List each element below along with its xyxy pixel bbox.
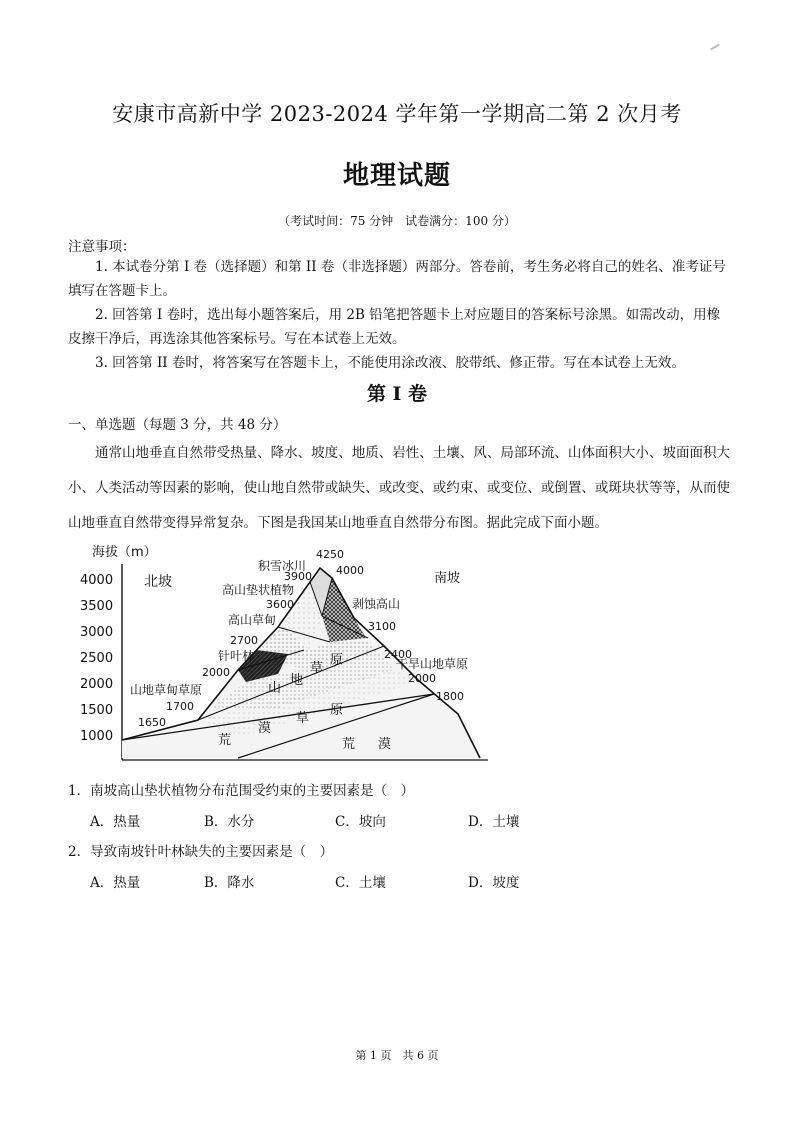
conifer-label: 针叶林 [218, 649, 255, 663]
subject-title: 地理试题 [342, 161, 451, 191]
y-tick-2000: 2000 [80, 677, 114, 692]
question-2-option-b: B．降水 [204, 875, 255, 891]
desert-steppe-char-1: 荒 [218, 733, 232, 748]
question-2-stem: 2．导致南坡针叶林缺失的主要因素是（ ） [68, 844, 334, 860]
notice-item-2: 2. 回答第 I 卷时，选出每小题答案后，用 2B 铅笔把答题卡上对应题目的答案标号涂黑。如需改动，用橡皮擦干净后，再选涂其他答案标号。写在本试卷上无效。 [68, 307, 721, 347]
elev-s-dry: 2400 [384, 648, 412, 661]
vertical-zonation-diagram [78, 542, 498, 768]
elev-s-desert: 1800 [436, 690, 464, 703]
cushion-label: 高山垫状植物 [222, 583, 295, 597]
y-tick-4000: 4000 [80, 573, 114, 588]
mountain-char-2: 地 [290, 673, 304, 688]
elev-n-meadow: 2700 [230, 634, 258, 647]
notice-item-3: 3. 回答第 II 卷时，将答案写在答题卡上，不能使用涂改液、胶带纸、修正带。写在本试卷上无效。 [95, 355, 685, 371]
question-2-option-d: D．坡度 [468, 875, 520, 891]
y-tick-1500: 1500 [80, 703, 114, 718]
y-tick-3000: 3000 [80, 625, 114, 640]
snow-label: 积雪冰川 [258, 559, 307, 573]
elev-n-snow: 3900 [284, 570, 312, 583]
question-1-stem: 1．南坡高山垫状植物分布范围受约束的主要因素是（ ） [68, 783, 415, 799]
scan-mark [710, 44, 720, 51]
eroded-label: 剥蚀高山 [352, 597, 401, 611]
notice-heading: 注意事项： [68, 239, 136, 255]
question-2-option-a: A．热量 [90, 875, 141, 891]
north-slope-label: 北坡 [144, 574, 172, 590]
elev-n-steppe: 1700 [166, 700, 194, 713]
page-footer: 第 1 页 共 6 页 [355, 1049, 439, 1062]
question-1-option-d: D．土壤 [468, 814, 520, 830]
question-1-option-a: A．热量 [90, 814, 141, 830]
dry-steppe-label: 干旱山地草原 [396, 657, 469, 671]
grassland-char-2: 原 [330, 653, 344, 668]
elev-n-conifer: 2000 [202, 666, 230, 679]
south-slope-label: 南坡 [434, 571, 461, 586]
elev-s-dry-low: 2000 [408, 672, 436, 685]
notice-item-1: 1. 本试卷分第 I 卷（选择题）和第 II 卷（非选择题）两部分。答卷前，考生务必将自己的姓名、准考证号填写在答题卡上。 [68, 259, 726, 299]
mountain-meadow-steppe-label: 山地草甸草原 [130, 683, 203, 697]
desert-char-1: 荒 [342, 737, 356, 752]
y-tick-3500: 3500 [80, 599, 114, 614]
part-title: 第 I 卷 [366, 383, 428, 405]
desert-steppe-char-4: 原 [330, 703, 344, 718]
desert-char-2: 漠 [378, 737, 392, 752]
mountain-char-1: 山 [268, 681, 282, 696]
passage: 通常山地垂直自然带受热量、降水、坡度、地质、岩性、土壤、风、局部环流、山体面积大小、坡面面积大小、人类活动等因素的影响，使山地自然带或缺失、或改变、或约束、或变位、或倒置、或斑块状等等，从而使山地垂直自然带变得异常复杂。下图是我国某山地垂直自然带分布图。据此完成下面小题。 [68, 445, 730, 531]
school-title: 安康市高新中学 2023-2024 学年第一学期高二第 2 次月考 [112, 102, 682, 126]
grassland-char-1: 草 [310, 661, 324, 676]
y-tick-1000: 1000 [80, 729, 114, 744]
elev-n-base: 1650 [138, 716, 166, 729]
elev-s-eroded: 3100 [368, 620, 396, 633]
y-tick-2500: 2500 [80, 651, 114, 666]
elev-s-snow: 4000 [336, 564, 364, 577]
alpine-meadow-label: 高山草甸 [228, 613, 277, 627]
desert-steppe-char-2: 漠 [258, 721, 272, 736]
elev-n-cushion: 3600 [266, 598, 294, 611]
exam-info: （考试时间：75 分钟 试卷满分：100 分） [278, 214, 516, 228]
question-2-option-c: C．土壤 [335, 875, 386, 891]
elev-peak: 4250 [316, 548, 344, 561]
question-1-option-b: B．水分 [204, 814, 255, 830]
question-1-option-c: C．坡向 [335, 814, 386, 830]
section-heading: 一、单选题（每题 3 分，共 48 分） [68, 417, 287, 433]
y-axis-title: 海拔（m） [92, 545, 157, 560]
desert-steppe-char-3: 草 [296, 711, 310, 726]
